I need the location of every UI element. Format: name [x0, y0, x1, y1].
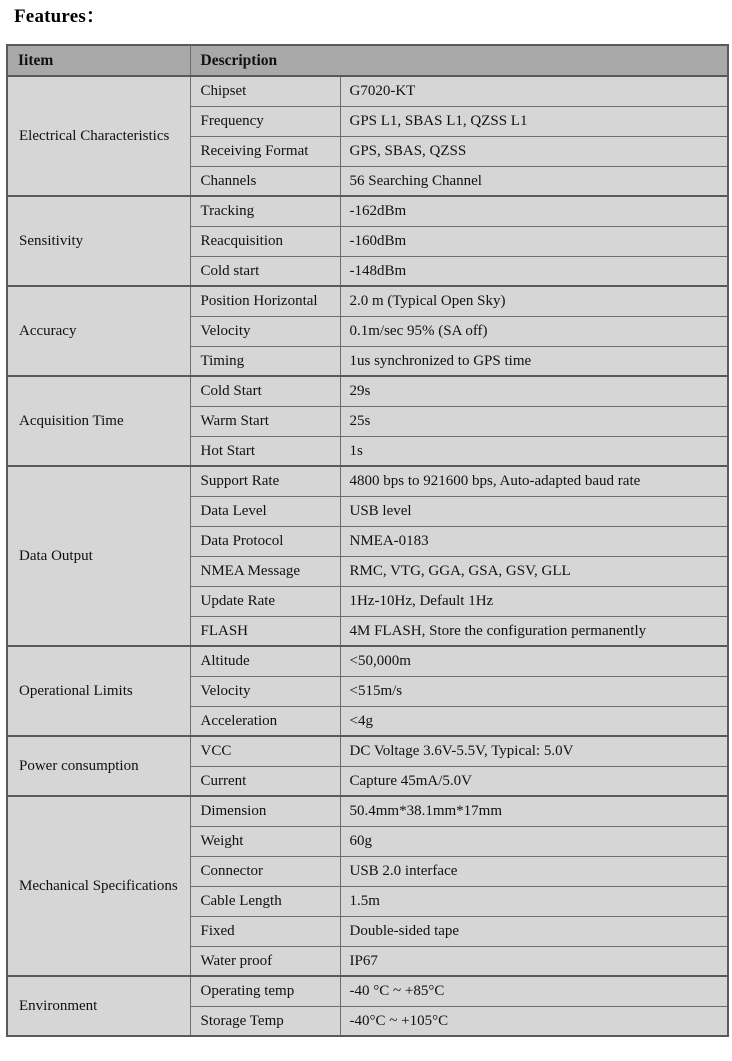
item-cell: Acceleration [190, 706, 340, 736]
group-label-cell: Sensitivity [7, 196, 190, 286]
description-cell: DC Voltage 3.6V-5.5V, Typical: 5.0V [340, 736, 728, 766]
group-label-cell: Acquisition Time [7, 376, 190, 466]
item-cell: Position Horizontal [190, 286, 340, 316]
description-cell: 29s [340, 376, 728, 406]
page-title: Features： [14, 6, 106, 27]
item-cell: Velocity [190, 676, 340, 706]
item-cell: Chipset [190, 76, 340, 106]
table-row [7, 376, 728, 406]
item-cell: Update Rate [190, 586, 340, 616]
column-header-description: Description [190, 45, 728, 76]
description-cell: G7020-KT [340, 76, 728, 106]
description-cell: 25s [340, 406, 728, 436]
description-cell: -160dBm [340, 226, 728, 256]
item-cell: VCC [190, 736, 340, 766]
item-cell: Velocity [190, 316, 340, 346]
item-cell: NMEA Message [190, 556, 340, 586]
item-cell: Operating temp [190, 976, 340, 1006]
item-cell: Receiving Format [190, 136, 340, 166]
table-row [7, 646, 728, 676]
item-cell: Cold Start [190, 376, 340, 406]
description-cell: 1.5m [340, 886, 728, 916]
description-cell: USB level [340, 496, 728, 526]
item-cell: Warm Start [190, 406, 340, 436]
description-cell: 0.1m/sec 95% (SA off) [340, 316, 728, 346]
description-cell: -40°C ~ +105°C [340, 1006, 728, 1036]
table-row [7, 466, 728, 496]
item-cell: Timing [190, 346, 340, 376]
column-header-item: Iitem [7, 45, 190, 76]
table-row [7, 736, 728, 766]
description-cell: 50.4mm*38.1mm*17mm [340, 796, 728, 826]
table-row [7, 796, 728, 826]
group-label-cell: Mechanical Specifications [7, 796, 190, 976]
table-body [7, 76, 728, 1036]
description-cell: 56 Searching Channel [340, 166, 728, 196]
item-cell: Reacquisition [190, 226, 340, 256]
description-cell: NMEA-0183 [340, 526, 728, 556]
table-row [7, 976, 728, 1006]
item-cell: Cold start [190, 256, 340, 286]
description-cell: 4M FLASH, Store the configuration permanently [340, 616, 728, 646]
features-specification-table [6, 44, 729, 1037]
description-cell: RMC, VTG, GGA, GSA, GSV, GLL [340, 556, 728, 586]
description-cell: GPS L1, SBAS L1, QZSS L1 [340, 106, 728, 136]
group-label-cell: Power consumption [7, 736, 190, 796]
table-row [7, 76, 728, 106]
table-row [7, 286, 728, 316]
description-cell: Capture 45mA/5.0V [340, 766, 728, 796]
description-cell: -148dBm [340, 256, 728, 286]
description-cell: <4g [340, 706, 728, 736]
description-cell: USB 2.0 interface [340, 856, 728, 886]
description-cell: IP67 [340, 946, 728, 976]
item-cell: Storage Temp [190, 1006, 340, 1036]
table-header [7, 45, 728, 76]
item-cell: Channels [190, 166, 340, 196]
description-cell: 1us synchronized to GPS time [340, 346, 728, 376]
description-cell: 60g [340, 826, 728, 856]
group-label-cell: Environment [7, 976, 190, 1036]
item-cell: Connector [190, 856, 340, 886]
description-cell: 4800 bps to 921600 bps, Auto-adapted baud rate [340, 466, 728, 496]
description-cell: 1s [340, 436, 728, 466]
item-cell: Data Level [190, 496, 340, 526]
table-row [7, 196, 728, 226]
group-label-cell: Data Output [7, 466, 190, 646]
description-cell: GPS, SBAS, QZSS [340, 136, 728, 166]
group-label-cell: Accuracy [7, 286, 190, 376]
item-cell: Dimension [190, 796, 340, 826]
table-header-row [7, 45, 728, 76]
item-cell: Data Protocol [190, 526, 340, 556]
description-cell: 2.0 m (Typical Open Sky) [340, 286, 728, 316]
description-cell: -162dBm [340, 196, 728, 226]
description-cell: <515m/s [340, 676, 728, 706]
item-cell: Altitude [190, 646, 340, 676]
item-cell: Tracking [190, 196, 340, 226]
group-label-cell: Electrical Characteristics [7, 76, 190, 196]
description-cell: -40 °C ~ +85°C [340, 976, 728, 1006]
item-cell: FLASH [190, 616, 340, 646]
group-label-cell: Operational Limits [7, 646, 190, 736]
description-cell: Double-sided tape [340, 916, 728, 946]
item-cell: Hot Start [190, 436, 340, 466]
description-cell: <50,000m [340, 646, 728, 676]
item-cell: Fixed [190, 916, 340, 946]
item-cell: Frequency [190, 106, 340, 136]
description-cell: 1Hz-10Hz, Default 1Hz [340, 586, 728, 616]
item-cell: Water proof [190, 946, 340, 976]
item-cell: Support Rate [190, 466, 340, 496]
item-cell: Cable Length [190, 886, 340, 916]
item-cell: Weight [190, 826, 340, 856]
item-cell: Current [190, 766, 340, 796]
